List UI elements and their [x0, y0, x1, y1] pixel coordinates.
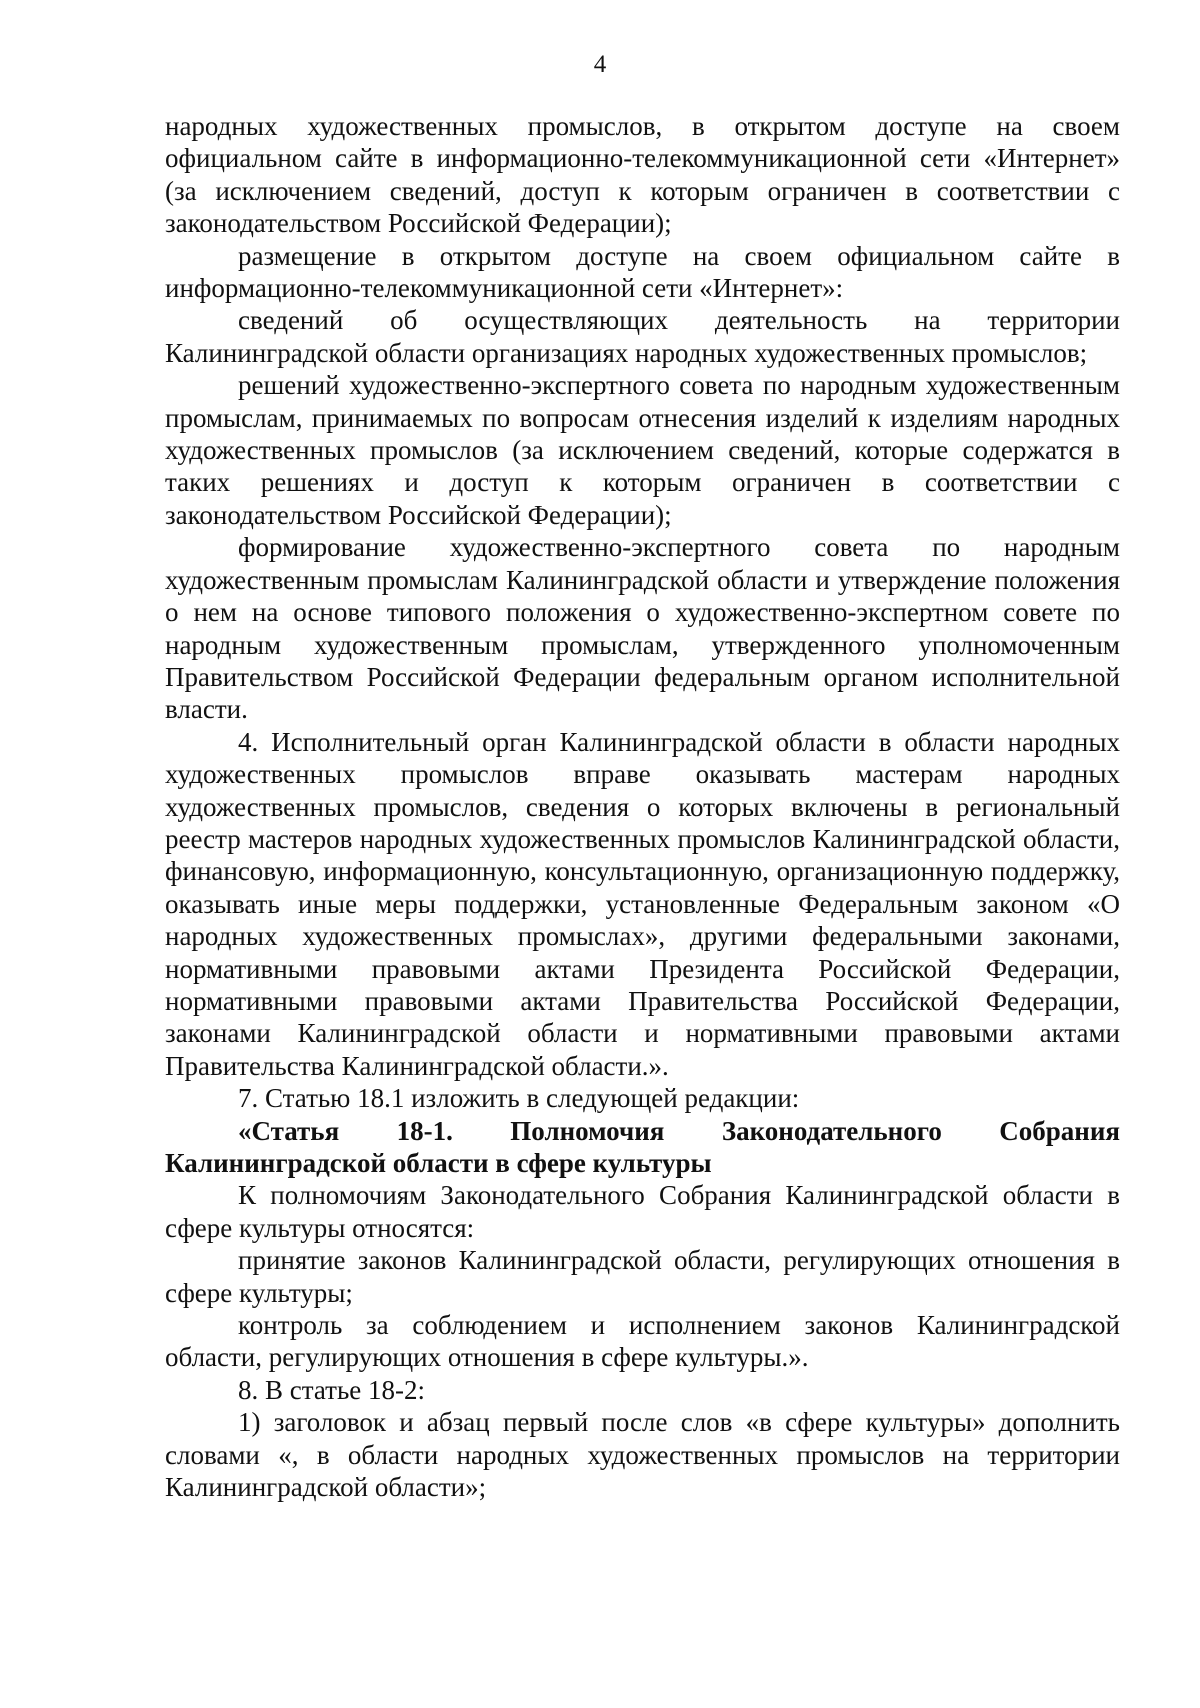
- paragraph-13: 1) заголовок и абзац первый после слов «в сфере культуры» дополнить словами «, в области народных художественных промыслов на территории Калининградской области»;: [165, 1407, 1120, 1503]
- article-heading: «Статья 18-1. Полномочия Законодательного Собрания Калининградской области в сфере культуры: [165, 1115, 1120, 1178]
- page-number: 4: [593, 51, 607, 78]
- paragraph-3: сведений об осуществляющих деятельность на территории Калининградской области организациях народных художественных промыслов;: [165, 305, 1120, 368]
- paragraph-4: решений художественно-экспертного совета по народным художественным промыслам, принимаемых по вопросам отнесения изделий к изделиям народных художественных промыслов (за исключением сведений, которые содержатся в таких решениях и доступ к которым ограничен в соответствии с законодательством Российской Федерации);: [165, 370, 1120, 530]
- paragraph-9: К полномочиям Законодательного Собрания Калининградской области в сфере культуры относятся:: [165, 1180, 1120, 1243]
- paragraph-1: народных художественных промыслов, в открытом доступе на своем официальном сайте в информационно-телекоммуникационной сети «Интернет» (за исключением сведений, доступ к которым ограничен в соответствии с законодательством Российской Федерации);: [165, 111, 1120, 239]
- paragraph-10: принятие законов Калининградской области, регулирующих отношения в сфере культуры;: [165, 1245, 1120, 1308]
- paragraph-6: 4. Исполнительный орган Калининградской области в области народных художественных промыслов вправе оказывать мастерам народных художественных промыслов, сведения о которых включены в региональный реестр мастеров народных художественных промыслов Калининградской области, финансовую, информационную, консультационную, организационную поддержку, оказывать иные меры поддержки, установленные Федеральным законом «О народных художественных промыслах», другими федеральными законами, нормативными правовыми актами Президента Российской Федерации, нормативными правовыми актами Правительства Российской Федерации, законами Калининградской области и нормативными правовыми актами Правительства Калининградской области.».: [165, 726, 1120, 1081]
- paragraph-2: размещение в открытом доступе на своем официальном сайте в информационно-телекоммуникационной сети «Интернет»:: [165, 240, 1120, 304]
- paragraph-12: 8. В статье 18-2:: [238, 1374, 425, 1405]
- paragraph-11: контроль за соблюдением и исполнением законов Калининградской области, регулирующих отношения в сфере культуры.».: [165, 1310, 1120, 1373]
- paragraph-5: формирование художественно-экспертного совета по народным художественным промыслам Калининградской области и утверждение положения о нем на основе типового положения о художественно-экспертном совете по народным художественным промыслам, утвержденного уполномоченным Правительством Российской Федерации федеральным органом исполнительной власти.: [165, 532, 1120, 725]
- paragraph-7: 7. Статью 18.1 изложить в следующей редакции:: [238, 1083, 800, 1114]
- document-body: [165, 110, 1120, 1503]
